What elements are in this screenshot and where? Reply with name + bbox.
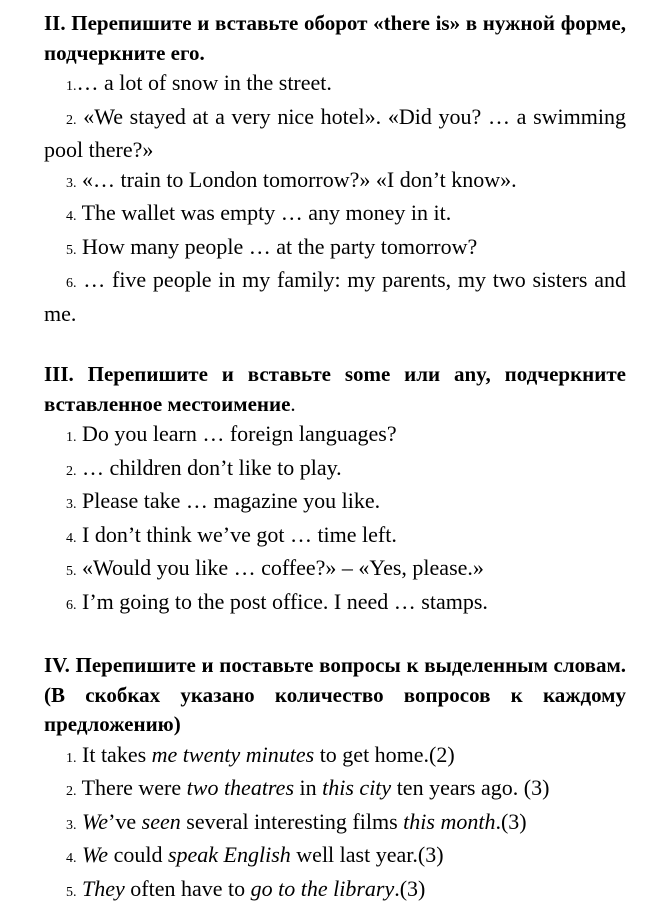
item-text: I don’t think we’ve got … time left.	[82, 522, 397, 547]
item-number: 1.	[66, 751, 77, 766]
highlighted-words: go to the library	[251, 876, 395, 901]
item-number: 5.	[66, 564, 77, 579]
highlighted-words: me twenty minutes	[152, 742, 315, 767]
item-text: in	[294, 775, 322, 800]
section-3-item-5	[44, 553, 626, 587]
highlighted-words: speak English	[168, 842, 291, 867]
item-text: … five people in my family: my parents, my two sisters and me.	[44, 267, 626, 326]
item-number: 1.	[66, 79, 77, 94]
section-2-item-1	[44, 68, 626, 102]
item-text: often have to	[125, 876, 251, 901]
item-text: Do you learn … foreign languages?	[82, 421, 397, 446]
section-2-item-4	[44, 198, 626, 232]
item-number: 6.	[66, 276, 77, 291]
item-number: 3.	[66, 818, 77, 833]
item-text: ten years ago. (3)	[391, 775, 549, 800]
highlighted-words: We	[82, 842, 108, 867]
item-number: 5.	[66, 243, 77, 258]
item-text: .(3)	[495, 809, 526, 834]
item-number: 3.	[66, 497, 77, 512]
item-text: ’ve	[108, 809, 142, 834]
section-questions	[44, 620, 626, 907]
section-4-item-1	[44, 740, 626, 774]
item-text: … a lot of snow in the street.	[77, 70, 332, 95]
section-3-item-6	[44, 587, 626, 621]
highlighted-words: this month	[403, 809, 495, 834]
section-4-heading: IV. Перепишите и поставьте вопросы к выделенным словам. (В скобках указано количество вопросов к каждому предложению)	[44, 651, 626, 740]
highlighted-words: They	[82, 876, 125, 901]
section-4-item-5	[44, 874, 626, 907]
item-text: well last year.(3)	[291, 842, 444, 867]
item-number: 5.	[66, 885, 77, 900]
item-text: How many people … at the party tomorrow?	[82, 234, 477, 259]
section-some-any	[44, 328, 626, 620]
section-4-item-2	[44, 773, 626, 807]
item-text: «Would you like … coffee?» – «Yes, please.»	[82, 555, 484, 580]
item-text: Please take … magazine you like.	[82, 488, 380, 513]
highlighted-words: seen	[142, 809, 181, 834]
item-number: 2.	[66, 464, 77, 479]
item-text: could	[108, 842, 168, 867]
item-number: 4.	[66, 851, 77, 866]
section-3-item-3	[44, 486, 626, 520]
item-number: 1.	[66, 430, 77, 445]
section-2-item-6	[44, 265, 626, 328]
item-text: «… train to London tomorrow?» «I don’t know».	[82, 167, 517, 192]
section-2-heading: II. Перепишите и вставьте оборот «there is» в нужной форме, подчеркните его.	[44, 9, 626, 68]
highlighted-words: this city	[322, 775, 391, 800]
item-number: 2.	[66, 784, 77, 799]
item-text: several interesting films	[181, 809, 403, 834]
item-number: 2.	[66, 113, 77, 128]
item-number: 4.	[66, 209, 77, 224]
section-3-heading-period: .	[290, 392, 295, 416]
item-text: I’m going to the post office. I need … stamps.	[82, 589, 488, 614]
highlighted-words: two theatres	[187, 775, 294, 800]
item-text: «We stayed at a very nice hotel». «Did you? … a swimming pool there?»	[44, 104, 626, 163]
item-text: to get home.(2)	[314, 742, 455, 767]
item-number: 4.	[66, 531, 77, 546]
item-text: It takes	[82, 742, 152, 767]
section-3-item-4	[44, 520, 626, 554]
item-text: … children don’t like to play.	[82, 455, 342, 480]
section-there-is	[44, 0, 626, 328]
section-4-item-3	[44, 807, 626, 841]
item-text: The wallet was empty … any money in it.	[82, 200, 452, 225]
section-3-item-1	[44, 419, 626, 453]
section-2-item-5	[44, 232, 626, 266]
section-3-item-2	[44, 453, 626, 487]
section-2-item-2	[44, 102, 626, 165]
section-4-item-4	[44, 840, 626, 874]
item-number: 3.	[66, 176, 77, 191]
section-3-heading-text: III. Перепишите и вставьте some или any, подчеркните вставленное местоимение	[44, 362, 626, 416]
item-number: 6.	[66, 598, 77, 613]
item-text: There were	[82, 775, 187, 800]
item-text: .(3)	[394, 876, 425, 901]
highlighted-words: We	[82, 809, 108, 834]
section-3-heading	[44, 360, 626, 419]
section-2-item-3	[44, 165, 626, 199]
